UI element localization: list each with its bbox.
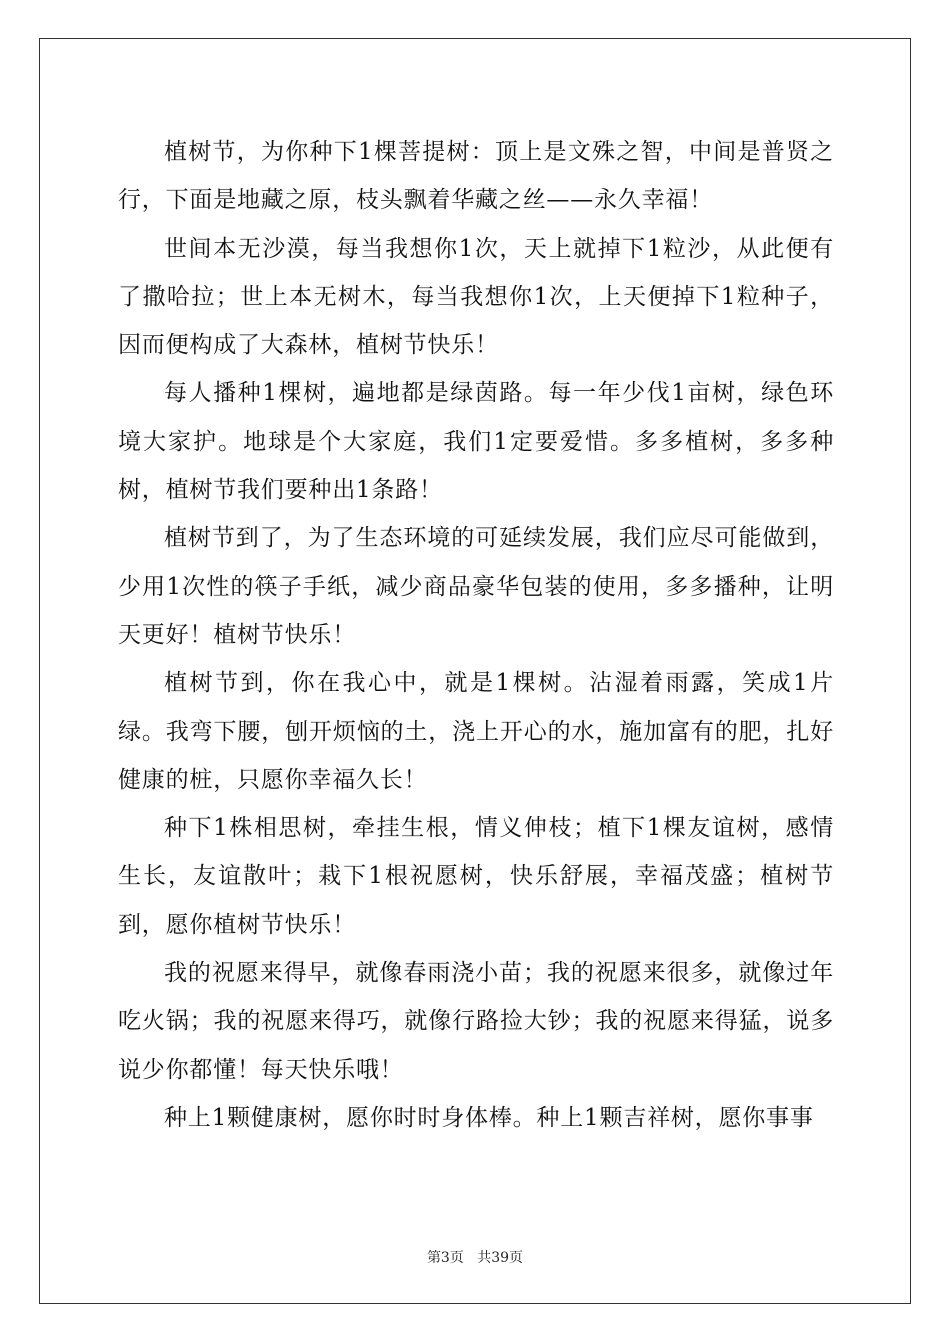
paragraph-7: 我的祝愿来得早，就像春雨浇小苗；我的祝愿来很多，就像过年吃火锅；我的祝愿来得巧，就像行路捡大钞；我的祝愿来得猛，说多说少你都懂！每天快乐哦！ [118,960,834,1083]
paragraph-1: 植树节，为你种下1棵菩提树：顶上是文殊之智，中间是普贤之行，下面是地藏之原，枝头飘着华藏之丝——永久幸福！ [118,139,834,214]
total-pages-label: 共39页 [477,1250,524,1266]
page-footer [0,1248,950,1268]
paragraph-6: 种下1株相思树，牵挂生根，情义伸枝；植下1棵友谊树，感情生长，友谊散叶；栽下1根祝愿树，快乐舒展，幸福茂盛；植树节到，愿你植树节快乐！ [118,815,834,938]
document-body [118,128,834,1142]
paragraph-4: 植树节到了，为了生态环境的可延续发展，我们应尽可能做到，少用1次性的筷子手纸，减少商品豪华包装的使用，多多播种，让明天更好！植树节快乐！ [118,525,834,648]
paragraph-2: 世间本无沙漠，每当我想你1次，天上就掉下1粒沙，从此便有了撒哈拉；世上本无树木，每当我想你1次，上天便掉下1粒种子，因而便构成了大森林，植树节快乐！ [118,235,834,359]
paragraph-3: 每人播种1棵树，遍地都是绿茵路。每一年少伐1亩树，绿色环境大家护。地球是个大家庭，我们1定要爱惜。多多植树，多多种树，植树节我们要种出1条路！ [118,380,834,504]
paragraph-8: 种上1颗健康树，愿你时时身体棒。种上1颗吉祥树，愿你事事 [164,1104,814,1131]
paragraph-5: 植树节到，你在我心中，就是1棵树。沾湿着雨露，笑成1片绿。我弯下腰，刨开烦恼的土，浇上开心的水，施加富有的肥，扎好健康的桩，只愿你幸福久长！ [118,670,834,793]
current-page-label: 第3页 [426,1250,464,1266]
